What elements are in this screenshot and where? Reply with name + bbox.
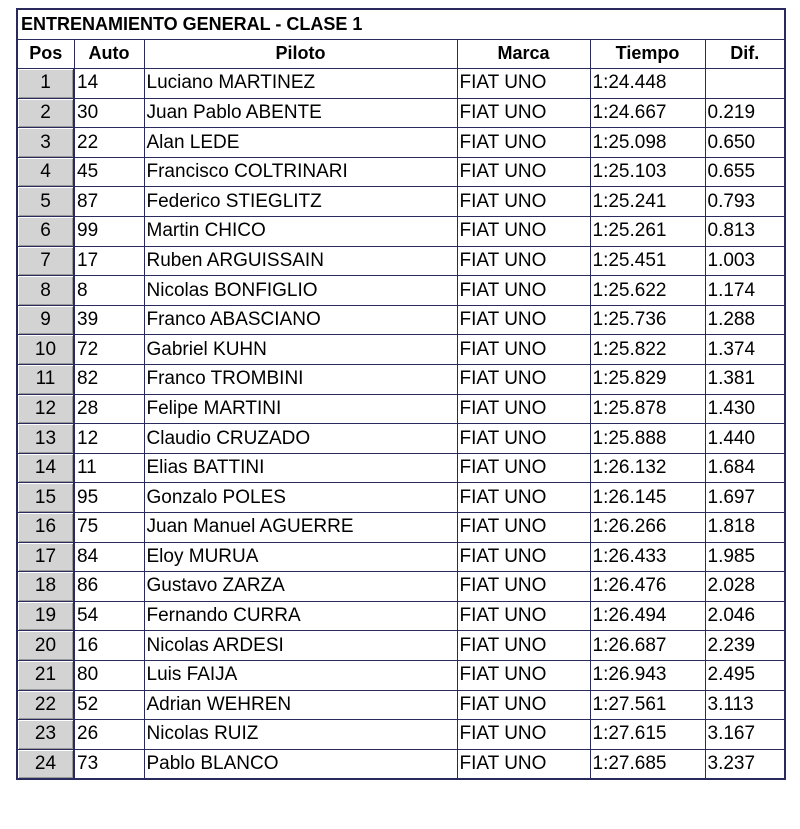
- table-row: [17, 660, 785, 690]
- driver-cell: Eloy MURUA: [144, 542, 457, 572]
- table-row: [17, 276, 785, 306]
- time-cell: 1:25.829: [590, 365, 705, 395]
- table-row: [17, 690, 785, 720]
- gap-cell: 3.167: [705, 720, 785, 750]
- position-cell: 10: [17, 335, 74, 365]
- driver-cell: Pablo BLANCO: [144, 749, 457, 779]
- table-row: [17, 128, 785, 158]
- position-cell: 18: [17, 572, 74, 602]
- driver-cell: Luciano MARTINEZ: [144, 69, 457, 99]
- gap-cell: 3.113: [705, 690, 785, 720]
- car-number-cell: 16: [74, 631, 144, 661]
- brand-cell: FIAT UNO: [457, 217, 590, 247]
- time-cell: 1:25.261: [590, 217, 705, 247]
- position-cell: 9: [17, 305, 74, 335]
- driver-cell: Federico STIEGLITZ: [144, 187, 457, 217]
- header-marca: Marca: [457, 39, 590, 69]
- driver-cell: Fernando CURRA: [144, 601, 457, 631]
- table-row: [17, 631, 785, 661]
- results-table: [16, 8, 786, 780]
- gap-cell: 3.237: [705, 749, 785, 779]
- time-cell: 1:25.241: [590, 187, 705, 217]
- position-cell: 24: [17, 749, 74, 779]
- brand-cell: FIAT UNO: [457, 542, 590, 572]
- brand-cell: FIAT UNO: [457, 394, 590, 424]
- car-number-cell: 86: [74, 572, 144, 602]
- car-number-cell: 52: [74, 690, 144, 720]
- car-number-cell: 30: [74, 98, 144, 128]
- time-cell: 1:26.145: [590, 483, 705, 513]
- gap-cell: 0.655: [705, 157, 785, 187]
- brand-cell: FIAT UNO: [457, 187, 590, 217]
- gap-cell: 2.046: [705, 601, 785, 631]
- gap-cell: 1.003: [705, 246, 785, 276]
- position-cell: 14: [17, 453, 74, 483]
- table-row: [17, 424, 785, 454]
- gap-cell: 2.239: [705, 631, 785, 661]
- driver-cell: Nicolas BONFIGLIO: [144, 276, 457, 306]
- time-cell: 1:25.736: [590, 305, 705, 335]
- time-cell: 1:27.615: [590, 720, 705, 750]
- position-cell: 13: [17, 424, 74, 454]
- gap-cell: 2.028: [705, 572, 785, 602]
- driver-cell: Elias BATTINI: [144, 453, 457, 483]
- car-number-cell: 75: [74, 513, 144, 543]
- gap-cell: 2.495: [705, 660, 785, 690]
- brand-cell: FIAT UNO: [457, 69, 590, 99]
- position-cell: 17: [17, 542, 74, 572]
- driver-cell: Franco TROMBINI: [144, 365, 457, 395]
- driver-cell: Juan Manuel AGUERRE: [144, 513, 457, 543]
- position-cell: 21: [17, 660, 74, 690]
- header-piloto: Piloto: [144, 39, 457, 69]
- car-number-cell: 26: [74, 720, 144, 750]
- brand-cell: FIAT UNO: [457, 749, 590, 779]
- position-cell: 23: [17, 720, 74, 750]
- car-number-cell: 11: [74, 453, 144, 483]
- driver-cell: Martin CHICO: [144, 217, 457, 247]
- driver-cell: Felipe MARTINI: [144, 394, 457, 424]
- time-cell: 1:24.448: [590, 69, 705, 99]
- brand-cell: FIAT UNO: [457, 483, 590, 513]
- table-title: ENTRENAMIENTO GENERAL - CLASE 1: [17, 9, 785, 39]
- brand-cell: FIAT UNO: [457, 335, 590, 365]
- car-number-cell: 39: [74, 305, 144, 335]
- brand-cell: FIAT UNO: [457, 660, 590, 690]
- brand-cell: FIAT UNO: [457, 276, 590, 306]
- gap-cell: [705, 69, 785, 99]
- table-row: [17, 572, 785, 602]
- gap-cell: 1.430: [705, 394, 785, 424]
- car-number-cell: 73: [74, 749, 144, 779]
- gap-cell: 0.650: [705, 128, 785, 158]
- table-row: [17, 217, 785, 247]
- gap-cell: 1.697: [705, 483, 785, 513]
- car-number-cell: 95: [74, 483, 144, 513]
- table-row: [17, 394, 785, 424]
- brand-cell: FIAT UNO: [457, 246, 590, 276]
- driver-cell: Gustavo ZARZA: [144, 572, 457, 602]
- gap-cell: 1.174: [705, 276, 785, 306]
- brand-cell: FIAT UNO: [457, 365, 590, 395]
- header-row: [17, 39, 785, 69]
- table-row: [17, 601, 785, 631]
- header-dif: Dif.: [705, 39, 785, 69]
- time-cell: 1:25.103: [590, 157, 705, 187]
- car-number-cell: 22: [74, 128, 144, 158]
- position-cell: 2: [17, 98, 74, 128]
- car-number-cell: 12: [74, 424, 144, 454]
- time-cell: 1:25.888: [590, 424, 705, 454]
- driver-cell: Alan LEDE: [144, 128, 457, 158]
- position-cell: 16: [17, 513, 74, 543]
- table-row: [17, 335, 785, 365]
- gap-cell: 0.219: [705, 98, 785, 128]
- table-row: [17, 720, 785, 750]
- table-row: [17, 749, 785, 779]
- table-row: [17, 453, 785, 483]
- car-number-cell: 99: [74, 217, 144, 247]
- brand-cell: FIAT UNO: [457, 690, 590, 720]
- gap-cell: 1.818: [705, 513, 785, 543]
- table-row: [17, 365, 785, 395]
- brand-cell: FIAT UNO: [457, 98, 590, 128]
- gap-cell: 1.985: [705, 542, 785, 572]
- gap-cell: 0.813: [705, 217, 785, 247]
- brand-cell: FIAT UNO: [457, 305, 590, 335]
- time-cell: 1:26.494: [590, 601, 705, 631]
- car-number-cell: 54: [74, 601, 144, 631]
- table-row: [17, 513, 785, 543]
- car-number-cell: 17: [74, 246, 144, 276]
- brand-cell: FIAT UNO: [457, 513, 590, 543]
- brand-cell: FIAT UNO: [457, 128, 590, 158]
- table-row: [17, 542, 785, 572]
- car-number-cell: 8: [74, 276, 144, 306]
- time-cell: 1:27.561: [590, 690, 705, 720]
- car-number-cell: 87: [74, 187, 144, 217]
- brand-cell: FIAT UNO: [457, 572, 590, 602]
- time-cell: 1:24.667: [590, 98, 705, 128]
- brand-cell: FIAT UNO: [457, 424, 590, 454]
- position-cell: 20: [17, 631, 74, 661]
- table-row: [17, 305, 785, 335]
- time-cell: 1:26.132: [590, 453, 705, 483]
- brand-cell: FIAT UNO: [457, 720, 590, 750]
- table-row: [17, 157, 785, 187]
- driver-cell: Luis FAIJA: [144, 660, 457, 690]
- car-number-cell: 80: [74, 660, 144, 690]
- brand-cell: FIAT UNO: [457, 601, 590, 631]
- position-cell: 22: [17, 690, 74, 720]
- header-tiempo: Tiempo: [590, 39, 705, 69]
- car-number-cell: 82: [74, 365, 144, 395]
- position-cell: 4: [17, 157, 74, 187]
- table-row: [17, 246, 785, 276]
- gap-cell: 1.684: [705, 453, 785, 483]
- driver-cell: Adrian WEHREN: [144, 690, 457, 720]
- position-cell: 15: [17, 483, 74, 513]
- position-cell: 19: [17, 601, 74, 631]
- driver-cell: Francisco COLTRINARI: [144, 157, 457, 187]
- car-number-cell: 84: [74, 542, 144, 572]
- results-body: [17, 69, 785, 779]
- table-row: [17, 483, 785, 513]
- position-cell: 1: [17, 69, 74, 99]
- time-cell: 1:26.687: [590, 631, 705, 661]
- time-cell: 1:25.878: [590, 394, 705, 424]
- car-number-cell: 28: [74, 394, 144, 424]
- time-cell: 1:25.451: [590, 246, 705, 276]
- time-cell: 1:25.098: [590, 128, 705, 158]
- gap-cell: 1.288: [705, 305, 785, 335]
- time-cell: 1:26.433: [590, 542, 705, 572]
- table-row: [17, 69, 785, 99]
- header-auto: Auto: [74, 39, 144, 69]
- gap-cell: 1.381: [705, 365, 785, 395]
- gap-cell: 1.440: [705, 424, 785, 454]
- time-cell: 1:25.622: [590, 276, 705, 306]
- driver-cell: Gabriel KUHN: [144, 335, 457, 365]
- car-number-cell: 14: [74, 69, 144, 99]
- table-row: [17, 187, 785, 217]
- driver-cell: Ruben ARGUISSAIN: [144, 246, 457, 276]
- position-cell: 5: [17, 187, 74, 217]
- brand-cell: FIAT UNO: [457, 453, 590, 483]
- position-cell: 3: [17, 128, 74, 158]
- position-cell: 7: [17, 246, 74, 276]
- header-pos: Pos: [17, 39, 74, 69]
- position-cell: 12: [17, 394, 74, 424]
- driver-cell: Franco ABASCIANO: [144, 305, 457, 335]
- driver-cell: Juan Pablo ABENTE: [144, 98, 457, 128]
- car-number-cell: 72: [74, 335, 144, 365]
- time-cell: 1:27.685: [590, 749, 705, 779]
- driver-cell: Claudio CRUZADO: [144, 424, 457, 454]
- time-cell: 1:26.476: [590, 572, 705, 602]
- car-number-cell: 45: [74, 157, 144, 187]
- table-row: [17, 98, 785, 128]
- position-cell: 8: [17, 276, 74, 306]
- gap-cell: 0.793: [705, 187, 785, 217]
- time-cell: 1:26.943: [590, 660, 705, 690]
- driver-cell: Nicolas ARDESI: [144, 631, 457, 661]
- driver-cell: Gonzalo POLES: [144, 483, 457, 513]
- time-cell: 1:25.822: [590, 335, 705, 365]
- position-cell: 11: [17, 365, 74, 395]
- time-cell: 1:26.266: [590, 513, 705, 543]
- gap-cell: 1.374: [705, 335, 785, 365]
- position-cell: 6: [17, 217, 74, 247]
- driver-cell: Nicolas RUIZ: [144, 720, 457, 750]
- brand-cell: FIAT UNO: [457, 157, 590, 187]
- brand-cell: FIAT UNO: [457, 631, 590, 661]
